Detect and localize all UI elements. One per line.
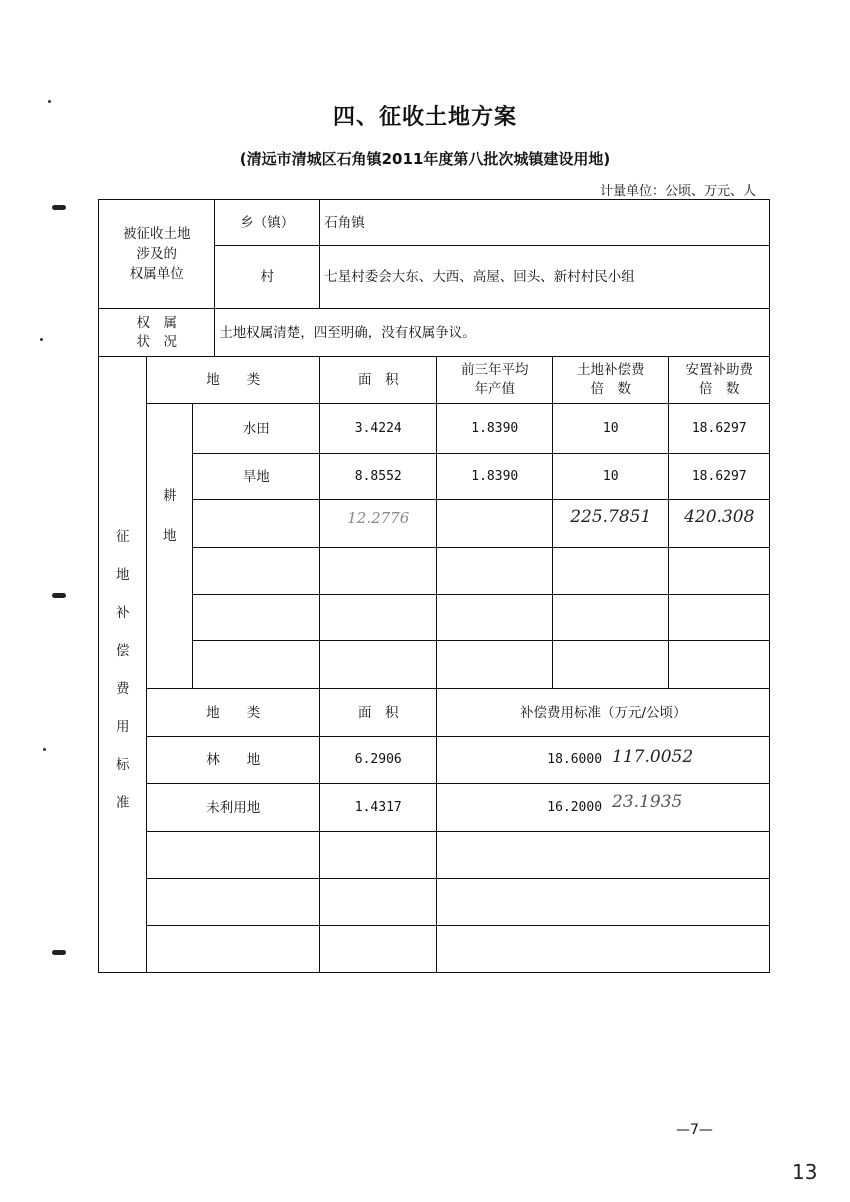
- header-line: 土地补偿费: [577, 362, 645, 379]
- label-char: 准: [116, 794, 130, 811]
- label-char: 费: [116, 680, 130, 697]
- farmland-avg-output: [436, 594, 553, 641]
- farmland-area: [319, 547, 437, 595]
- other-land-standard: [436, 878, 770, 926]
- other-land-area: 1.4317: [319, 783, 437, 832]
- unit-note: 计量单位：公顷、万元、人: [599, 184, 756, 199]
- other-land-standard: [436, 925, 770, 973]
- header-area: 面 积: [319, 356, 437, 404]
- other-land-type: 未利用地: [146, 783, 320, 832]
- farmland-area: [319, 640, 437, 689]
- header-line: 倍 数: [699, 381, 740, 398]
- farmland-land-multiple: 10: [552, 403, 669, 454]
- other-land-standard: [436, 831, 770, 879]
- page-number: —7—: [676, 1122, 713, 1138]
- label-char: 征: [116, 528, 130, 545]
- binder-mark-icon: [52, 205, 66, 210]
- ownership-group-label: [98, 199, 215, 309]
- compensation-section-label: [98, 356, 147, 973]
- farmland-avg-output: 1.8390: [436, 453, 553, 500]
- label-char: 地: [116, 566, 130, 583]
- header-line: 年产值: [474, 381, 515, 398]
- stamp-number: 13: [792, 1160, 818, 1184]
- farmland-type: 旱地: [192, 453, 320, 500]
- farmland-avg-output: [436, 547, 553, 595]
- other-land-standard-cell: [436, 783, 770, 832]
- farmland-avg-output: [436, 640, 553, 689]
- other-land-area: [319, 925, 437, 973]
- farmland-avg-output: 1.8390: [436, 403, 553, 454]
- farmland-area: [319, 594, 437, 641]
- handwritten-land-comp-total: 225.7851: [552, 499, 669, 548]
- label-line: 涉及的: [136, 246, 177, 263]
- label-line: 被征收土地: [123, 226, 191, 243]
- farmland-type: [192, 640, 320, 689]
- scan-speck: [48, 100, 51, 103]
- village-value: 七星村委会大东、大西、高屋、回头、新村村民小组: [319, 245, 770, 309]
- binder-mark-icon: [52, 593, 66, 598]
- label-char: 用: [116, 718, 130, 735]
- farmland-resettle-multiple: [668, 547, 770, 595]
- farmland-resettle-multiple: [668, 640, 770, 689]
- other-land-type: [146, 878, 320, 926]
- other-land-area: 6.2906: [319, 736, 437, 784]
- other-header-area: 面 积: [319, 688, 437, 737]
- header-line: 安置补助费: [685, 362, 753, 379]
- other-land-type: [146, 925, 320, 973]
- farmland-area: 3.4224: [319, 403, 437, 454]
- farmland-type: [192, 499, 320, 548]
- farmland-type: 水田: [192, 403, 320, 454]
- farmland-type: [192, 594, 320, 641]
- ownership-status-value: 土地权属清楚，四至明确，没有权属争议。: [214, 308, 770, 357]
- township-label: 乡（镇）: [214, 199, 320, 246]
- farmland-land-multiple: [552, 640, 669, 689]
- label-line: 权属单位: [129, 266, 184, 283]
- farmland-area: 8.8552: [319, 453, 437, 500]
- scan-speck: [40, 338, 43, 341]
- document-title: 四、征收土地方案: [332, 105, 517, 130]
- farmland-avg-output: [436, 499, 553, 548]
- farmland-land-multiple: [552, 594, 669, 641]
- label-char: 耕: [163, 488, 177, 505]
- other-land-standard: 16.2000: [547, 799, 603, 815]
- farmland-resettle-multiple: 18.6297: [668, 403, 770, 454]
- farmland-label: [146, 403, 193, 689]
- binder-mark-icon: [52, 950, 66, 955]
- label-char: 地: [163, 528, 177, 545]
- farmland-type: [192, 547, 320, 595]
- other-land-standard: 18.6000: [547, 752, 603, 768]
- other-header-standard: 补偿费用标准（万元/公顷）: [436, 688, 770, 737]
- document-subtitle: (清远市清城区石角镇2011年度第八批次城镇建设用地): [239, 150, 611, 168]
- handwritten-forest-total: 117.0052: [612, 746, 694, 767]
- other-header-land-type: 地 类: [146, 688, 320, 737]
- label-line: 状 况: [136, 333, 177, 350]
- farmland-land-multiple: 10: [552, 453, 669, 500]
- township-value: 石角镇: [319, 199, 770, 246]
- other-land-area: [319, 831, 437, 879]
- label-char: 补: [116, 604, 130, 621]
- farmland-land-multiple: [552, 547, 669, 595]
- other-land-standard-cell: [436, 736, 770, 784]
- handwritten-resettle-total: 420.308: [668, 499, 770, 548]
- label-char: 偿: [116, 642, 130, 659]
- header-line: 倍 数: [590, 381, 631, 398]
- header-line: 前三年平均: [461, 362, 529, 379]
- farmland-resettle-multiple: 18.6297: [668, 453, 770, 500]
- ownership-status-label: [98, 308, 215, 357]
- other-land-type: 林 地: [146, 736, 320, 784]
- farmland-resettle-multiple: [668, 594, 770, 641]
- scan-speck: [43, 748, 46, 751]
- village-label: 村: [214, 245, 320, 309]
- handwritten-unused-total: 23.1935: [612, 792, 683, 813]
- other-land-area: [319, 878, 437, 926]
- header-avg-output: [436, 356, 553, 404]
- label-char: 标: [116, 756, 130, 773]
- other-land-type: [146, 831, 320, 879]
- header-land-comp-multiple: [552, 356, 669, 404]
- handwritten-area-total: 12.2776: [319, 499, 437, 548]
- header-resettle-multiple: [668, 356, 770, 404]
- header-land-type: 地 类: [146, 356, 320, 404]
- label-line: 权 属: [136, 314, 177, 331]
